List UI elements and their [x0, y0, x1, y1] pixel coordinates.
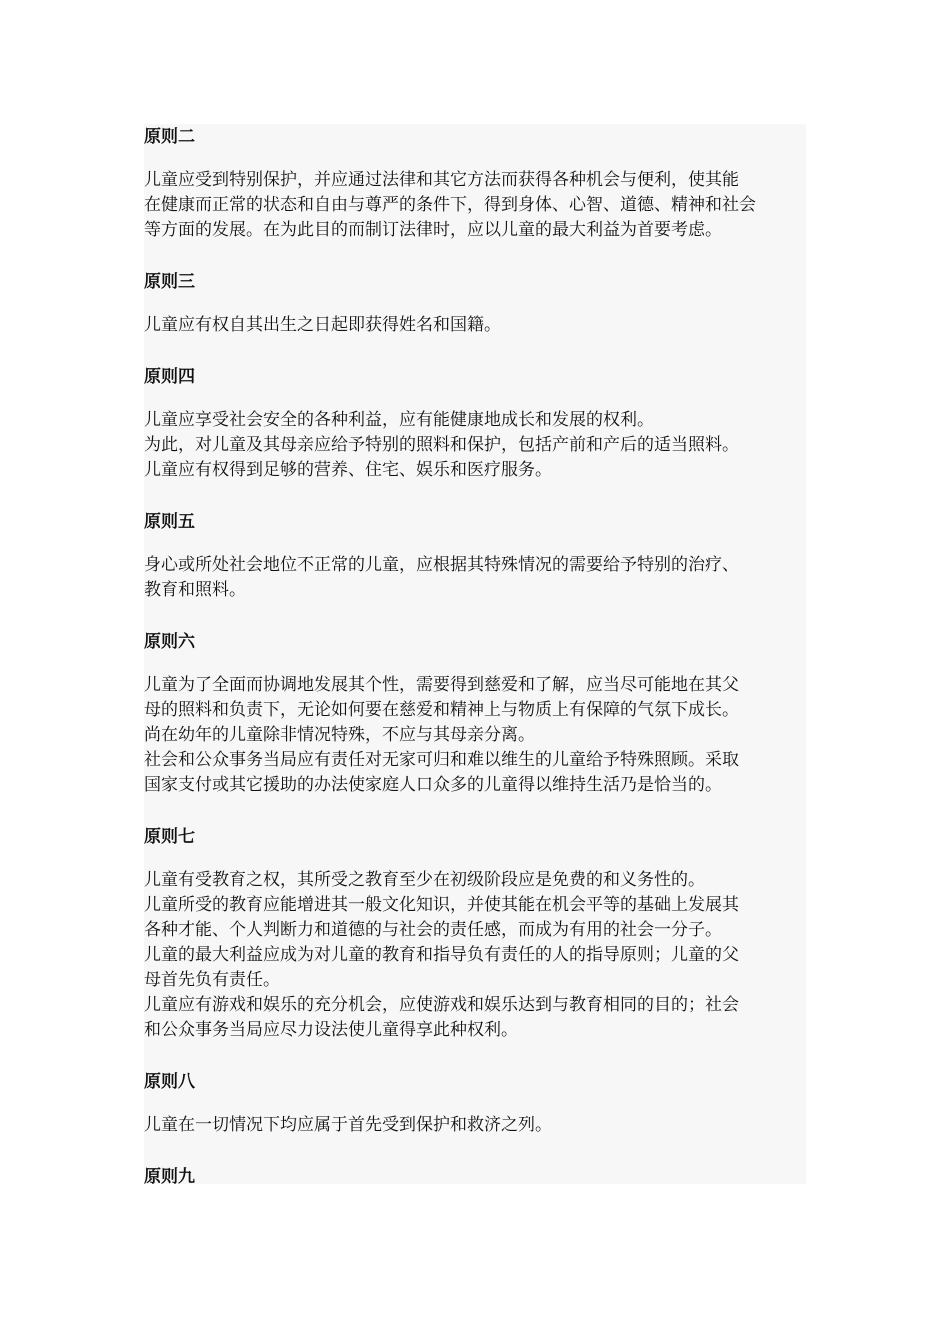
paragraph-line: 儿童应受到特别保护，并应通过法律和其它方法而获得各种机会与便利，使其能	[144, 170, 739, 190]
section-heading: 原则七	[144, 827, 195, 847]
paragraph-line: 和公众事务当局应尽力设法使儿童得享此种权利。	[144, 1020, 518, 1040]
paragraph-line: 各种才能、个人判断力和道德的与社会的责任感，而成为有用的社会一分子。	[144, 920, 722, 940]
section-heading: 原则八	[144, 1072, 195, 1092]
paragraph-line: 儿童在一切情况下均应属于首先受到保护和救济之列。	[144, 1115, 552, 1135]
section-principle-5	[144, 509, 806, 629]
section-principle-6	[144, 629, 806, 824]
section-heading: 原则五	[144, 512, 195, 532]
section-heading: 原则四	[144, 367, 195, 387]
section-principle-7	[144, 824, 806, 1069]
paragraph-line: 母首先负有责任。	[144, 970, 280, 990]
document-page	[144, 124, 806, 1184]
paragraph-line: 儿童应享受社会安全的各种利益，应有能健康地成长和发展的权利。	[144, 410, 654, 430]
document-content	[144, 124, 806, 1184]
paragraph-line: 儿童应有权得到足够的营养、住宅、娱乐和医疗服务。	[144, 460, 552, 480]
section-principle-3	[144, 269, 806, 364]
paragraph-line: 儿童应有权自其出生之日起即获得姓名和国籍。	[144, 315, 501, 335]
paragraph-line: 母的照料和负责下，无论如何要在慈爱和精神上与物质上有保障的气氛下成长。	[144, 700, 739, 720]
paragraph-line: 儿童有受教育之权，其所受之教育至少在初级阶段应是免费的和义务性的。	[144, 870, 705, 890]
paragraph-line: 儿童所受的教育应能增进其一般文化知识，并使其能在机会平等的基础上发展其	[144, 895, 739, 915]
paragraph-line: 儿童的最大利益应成为对儿童的教育和指导负有责任的人的指导原则；儿童的父	[144, 945, 739, 965]
paragraph-line: 等方面的发展。在为此目的而制订法律时，应以儿童的最大利益为首要考虑。	[144, 220, 722, 240]
paragraph-line: 在健康而正常的状态和自由与尊严的条件下，得到身体、心智、道德、精神和社会	[144, 195, 756, 215]
section-principle-9	[144, 1164, 806, 1184]
section-principle-4	[144, 364, 806, 509]
paragraph-line: 身心或所处社会地位不正常的儿童，应根据其特殊情况的需要给予特别的治疗、	[144, 555, 739, 575]
section-heading: 原则二	[144, 127, 195, 147]
paragraph-line: 尚在幼年的儿童除非情况特殊，不应与其母亲分离。	[144, 725, 535, 745]
section-heading: 原则三	[144, 272, 195, 292]
paragraph-line: 儿童应有游戏和娱乐的充分机会，应使游戏和娱乐达到与教育相同的目的；社会	[144, 995, 739, 1015]
paragraph-line: 社会和公众事务当局应有责任对无家可归和难以维生的儿童给予特殊照顾。采取	[144, 750, 739, 770]
paragraph-line: 教育和照料。	[144, 580, 246, 600]
section-principle-2	[144, 124, 806, 269]
section-heading: 原则六	[144, 632, 195, 652]
section-principle-8	[144, 1069, 806, 1164]
paragraph-line: 国家支付或其它援助的办法使家庭人口众多的儿童得以维持生活乃是恰当的。	[144, 775, 722, 795]
paragraph-line: 为此，对儿童及其母亲应给予特别的照料和保护，包括产前和产后的适当照料。	[144, 435, 739, 455]
section-heading: 原则九	[144, 1167, 195, 1184]
paragraph-line: 儿童为了全面而协调地发展其个性，需要得到慈爱和了解，应当尽可能地在其父	[144, 675, 739, 695]
